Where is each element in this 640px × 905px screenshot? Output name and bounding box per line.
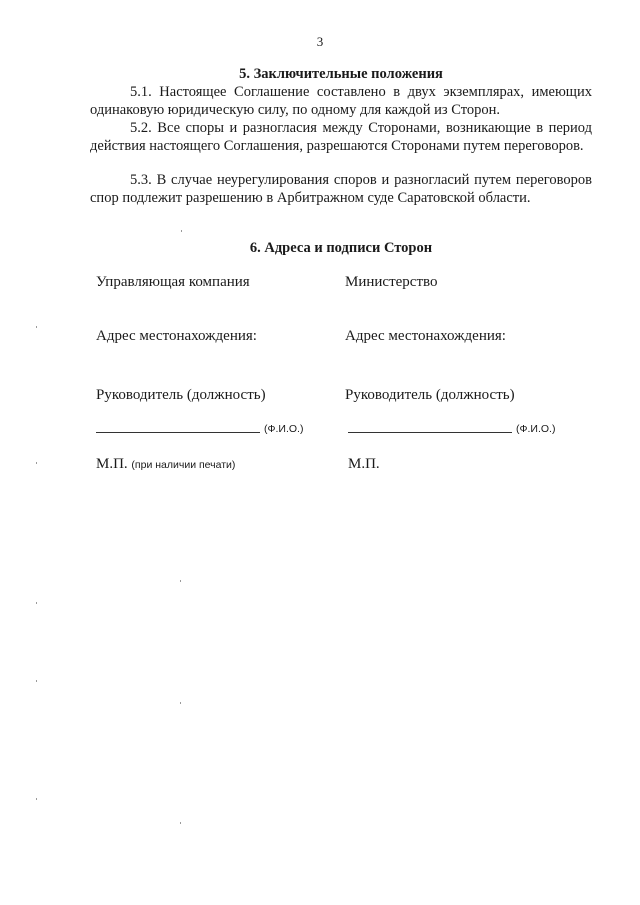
party-management-company: Управляющая компания (96, 274, 250, 290)
left-seal-label: М.П. (96, 456, 128, 472)
scan-speck (180, 702, 181, 704)
right-fio-label: (Ф.И.О.) (516, 423, 556, 435)
right-head-label: Руководитель (должность) (345, 387, 515, 403)
left-address-label: Адрес местонахождения: (96, 328, 257, 344)
scan-speck (181, 230, 182, 232)
party-ministry: Министерство (345, 274, 438, 290)
scan-speck (180, 580, 181, 582)
clause-5-3: 5.3. В случае неурегулирования споров и разногласий путем переговоров спор подлежит разрешению в Арбитражном суде Саратовской области. (90, 172, 592, 206)
section-5-heading: 5. Заключительные положения (239, 66, 443, 82)
left-signature-rule (96, 431, 260, 433)
scan-speck (36, 680, 37, 682)
left-head-label: Руководитель (должность) (96, 387, 266, 403)
left-seal-note: (при наличии печати) (131, 459, 236, 471)
left-fio-label: (Ф.И.О.) (264, 423, 304, 435)
clause-5-2: 5.2. Все споры и разногласия между Сторонами, возникающие в период действия настоящего Соглашения, разрешаются Сторонами путем переговоров. (90, 120, 592, 154)
scan-speck (36, 326, 37, 328)
right-seal-label: М.П. (348, 456, 380, 472)
left-signature-line (96, 420, 303, 437)
scan-speck (36, 602, 37, 604)
clause-5-1: 5.1. Настоящее Соглашение составлено в двух экземплярах, имеющих одинаковую юридическую силу, по одному для каждой из Сторон. (90, 84, 592, 118)
right-signature-line (348, 420, 555, 437)
page-number: 3 (316, 34, 324, 49)
left-seal-block (96, 456, 235, 473)
scan-speck (36, 798, 37, 800)
right-signature-rule (348, 431, 512, 433)
right-address-label: Адрес местонахождения: (345, 328, 506, 344)
section-6-heading: 6. Адреса и подписи Сторон (249, 240, 433, 256)
scan-speck (180, 822, 181, 824)
scan-speck (36, 462, 37, 464)
